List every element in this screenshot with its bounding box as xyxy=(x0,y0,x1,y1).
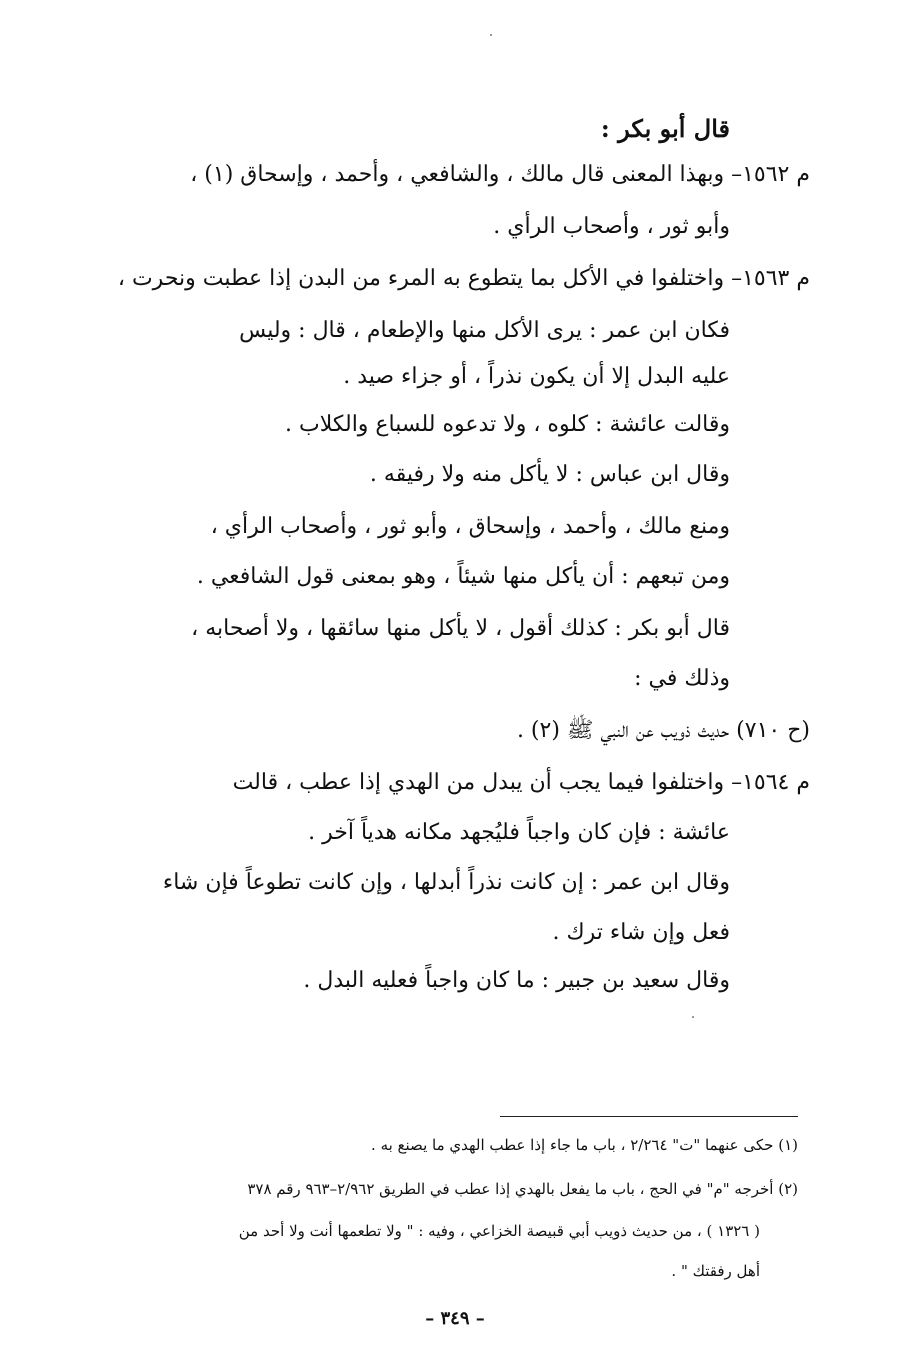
footnote: (١) حكى عنهما "ت" ٢/٢٦٤ ، باب ما جاء إذا عطب الهدي ما يصنع به . xyxy=(371,1136,798,1154)
text-line: م ١٥٦٤– واختلفوا فيما يجب أن يبدل من الهدي إذا عطب ، قالت xyxy=(232,770,810,795)
text-line: وأبو ثور ، وأصحاب الرأي . xyxy=(493,214,730,239)
hadith-reference: (ح ٧١٠) حديث ذويب عن النبي ﷺ (٢) . xyxy=(516,718,810,743)
section-heading: قال أبو بكر : xyxy=(600,114,730,143)
text-line: فكان ابن عمر : يرى الأكل منها والإطعام ، قال : وليس xyxy=(239,318,730,343)
footnote: (٢) أخرجه "م" في الحج ، باب ما يفعل بالهدي إذا عطب في الطريق ٢/٩٦٢–٩٦٣ رقم ٣٧٨ xyxy=(247,1180,798,1198)
scan-speck xyxy=(692,1016,694,1018)
scan-speck xyxy=(490,34,492,36)
text-line: ومنع مالك ، وأحمد ، وإسحاق ، وأبو ثور ، وأصحاب الرأي ، xyxy=(210,514,730,539)
text-line: وقال ابن عمر : إن كانت نذراً أبدلها ، وإن كانت تطوعاً فإن شاء xyxy=(162,870,730,895)
page-number: – ٣٤٩ – xyxy=(425,1308,485,1329)
footnote: أهل رفقتك " . xyxy=(671,1262,760,1280)
text-line: قال أبو بكر : كذلك أقول ، لا يأكل منها سائقها ، ولا أصحابه ، xyxy=(191,616,730,641)
text-line: وقال سعيد بن جبير : ما كان واجباً فعليه البدل . xyxy=(303,968,730,993)
text-line: وقال ابن عباس : لا يأكل منه ولا رفيقه . xyxy=(369,462,730,487)
text-line: ومن تبعهم : أن يأكل منها شيئاً ، وهو بمعنى قول الشافعي . xyxy=(196,564,730,589)
footnote-separator xyxy=(500,1116,798,1117)
text-line: عليه البدل إلا أن يكون نذراً ، أو جزاء صيد . xyxy=(343,364,730,389)
text-line: م ١٥٦٣– واختلفوا في الأكل بما يتطوع به المرء من البدن إذا عطبت ونحرت ، xyxy=(117,266,810,291)
footnote: ( ١٣٢٦ ) ، من حديث ذويب أبي قبيصة الخزاعي ، وفيه : " ولا تطعمها أنت ولا أحد من xyxy=(238,1222,760,1240)
text-line: عائشة : فإن كان واجباً فليُجهد مكانه هدياً آخر . xyxy=(308,820,730,845)
text-line: م ١٥٦٢– وبهذا المعنى قال مالك ، والشافعي ، وأحمد ، وإسحاق (١) ، xyxy=(190,162,810,187)
text-line: وذلك في : xyxy=(634,666,730,691)
text-line: وقالت عائشة : كلوه ، ولا تدعوه للسباع والكلاب . xyxy=(285,412,730,437)
text-line: فعل وإن شاء ترك . xyxy=(552,920,730,945)
